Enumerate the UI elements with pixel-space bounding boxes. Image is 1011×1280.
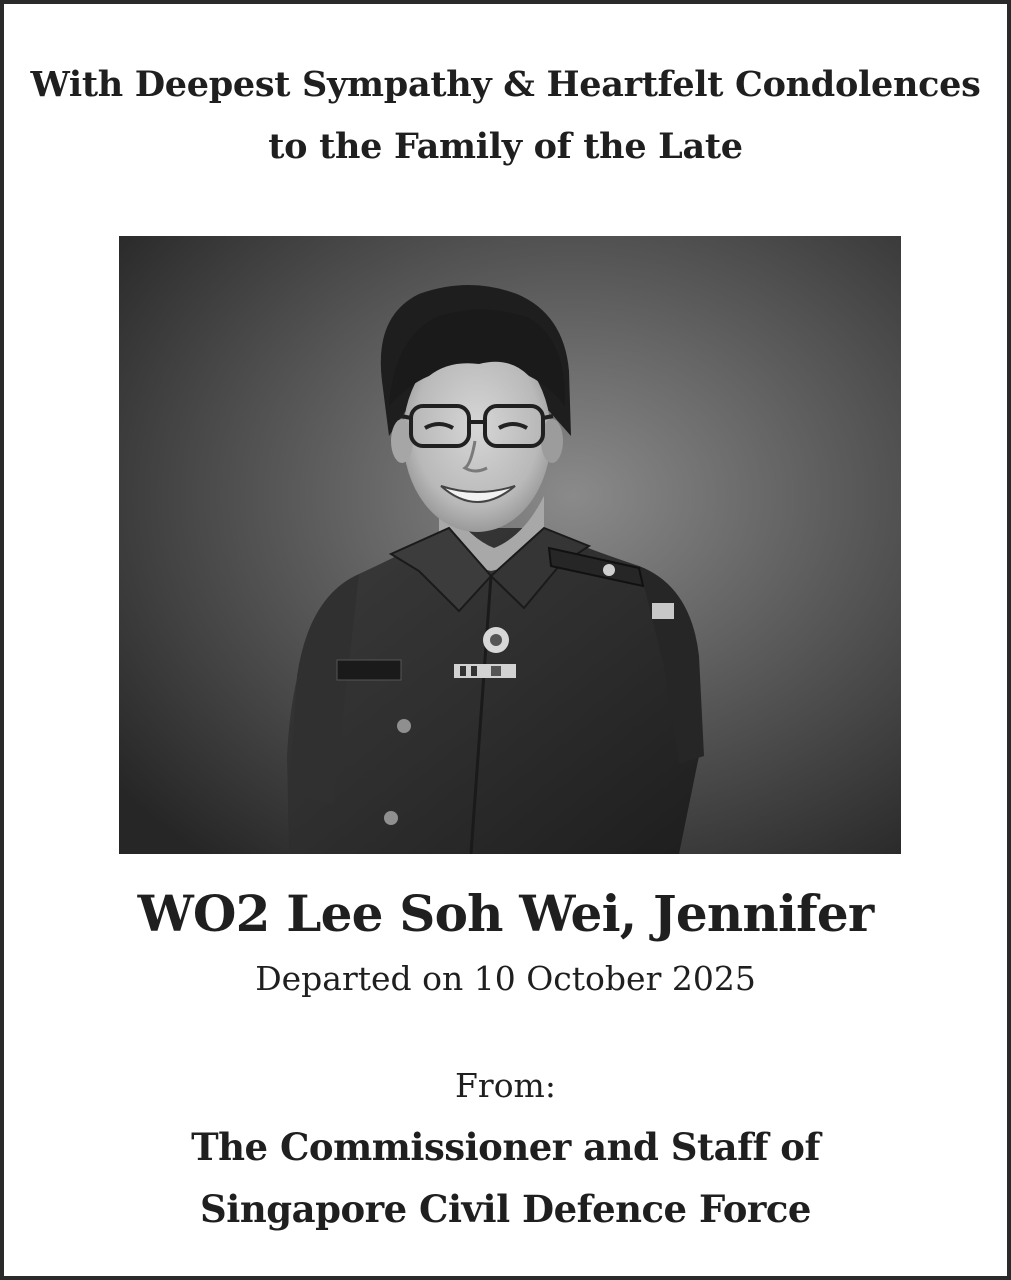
name-tag	[337, 660, 401, 680]
from-line-2: Singapore Civil Defence Force	[200, 1187, 811, 1231]
header-line-1: With Deepest Sympathy & Heartfelt Condolences	[30, 64, 981, 105]
from-label: From:	[455, 1066, 556, 1105]
header-line-2: to the Family of the Late	[268, 126, 743, 167]
from-organization	[4, 1116, 1007, 1240]
deceased-name: WO2 Lee Soh Wei, Jennifer	[137, 884, 874, 943]
button-2	[384, 811, 398, 825]
portrait-photo	[119, 236, 901, 854]
notice-header	[4, 54, 1007, 178]
button-1	[397, 719, 411, 733]
departed-date: Departed on 10 October 2025	[255, 959, 756, 998]
from-line-1: The Commissioner and Staff of	[191, 1125, 820, 1169]
